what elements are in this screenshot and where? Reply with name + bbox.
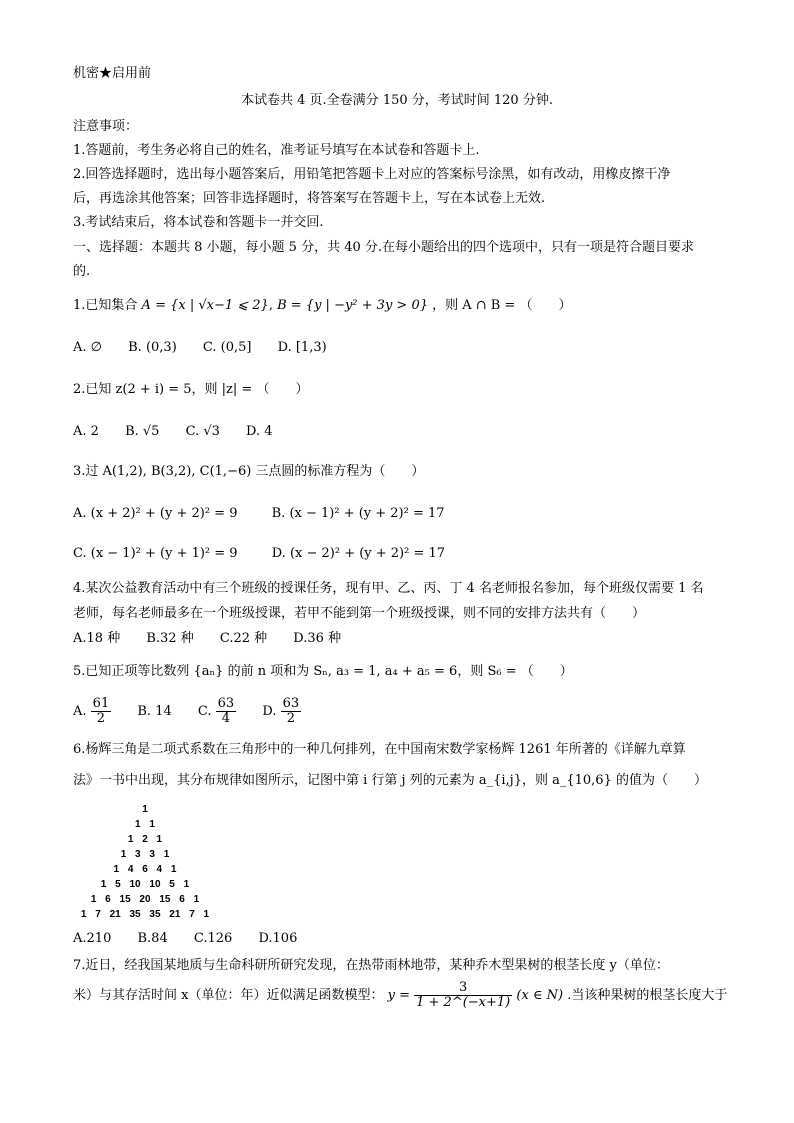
question-2-stem: 2.已知 z(2 + i) = 5，则 |z| = （ ） xyxy=(73,382,309,397)
exam-info: 本试卷共 4 页.全卷满分 150 分，考试时间 120 分钟. xyxy=(241,93,553,108)
option-d: D. [1,3) xyxy=(277,340,327,355)
option-d: D.36 种 xyxy=(293,631,342,646)
set-b: B = {y | −y² + 3y > 0} xyxy=(277,298,428,313)
question-7-stem: 7.近日，经我国某地质与生命科研所研究发现，在热带雨林地带，某种乔木型果树的根茎长度 y（单位： xyxy=(73,958,669,973)
option-a: A. 2 xyxy=(73,424,99,439)
notice-title: 注意事项： xyxy=(73,119,139,134)
option-d: D. (x − 2)² + (y + 2)² = 17 xyxy=(271,546,446,561)
option-a: A. (x + 2)² + (y + 2)² = 9 xyxy=(73,506,238,521)
model-domain: (x ∈ N) xyxy=(516,988,564,1003)
question-5-stem: 5.已知正项等比数列 {aₙ} 的前 n 项和为 Sₙ, a₃ = 1, a₄ + a₅ = 6，则 S₆ = （ ） xyxy=(73,664,573,679)
option-label: D. xyxy=(262,704,277,719)
notice-item: 2.回答选择题时，选出每小题答案后，用铅笔把答题卡上对应的答案标号涂黑，如有改动，用橡皮擦干净 xyxy=(73,167,671,182)
fraction xyxy=(216,697,237,726)
option-d: D.106 xyxy=(258,931,298,946)
option-label: B. xyxy=(137,704,152,719)
question-3-options-row2 xyxy=(73,546,467,562)
model-lhs: y = xyxy=(387,988,410,1003)
stem-text: 米）与其存活时间 x（单位：年）近似满足函数模型： xyxy=(73,988,384,1003)
question-3-options-row1 xyxy=(73,506,467,522)
triangle-row: 1 4 6 4 1 xyxy=(113,864,177,875)
denominator: 1 + 2^(−x+1) xyxy=(416,995,511,1010)
option-b: B. (0,3) xyxy=(128,340,177,355)
question-7-stem-cont xyxy=(73,978,727,1014)
option-c: C. (0,5] xyxy=(202,340,252,355)
question-5-options xyxy=(73,694,323,730)
denominator: 2 xyxy=(96,711,106,726)
yanghui-triangle-figure xyxy=(70,800,230,922)
question-number: 1.已知集合 xyxy=(73,298,138,313)
notice-item: 后，再选涂其他答案；回答非选择题时，将答案写在答题卡上，写在本试卷上无效. xyxy=(73,191,546,206)
triangle-row: 1 xyxy=(142,804,148,815)
model-fraction xyxy=(414,981,512,1010)
question-1-stem: 1.已知集合 A = {x | √x−1 ⩽ 2}, B = {y | −y² + 3y > 0} ，则 A ∩ B = （ ） xyxy=(73,298,572,313)
numerator: 61 xyxy=(92,696,110,711)
option-label: A. xyxy=(73,704,87,719)
option-d xyxy=(262,694,301,730)
option-c: C.22 种 xyxy=(219,631,268,646)
question-6-stem-cont: 法》一书中出现，其分布规律如图所示，记图中第 i 行第 j 列的元素为 a_{i,j}，则 a_{10,6} 的值为（ ） xyxy=(73,773,707,788)
option-d: D. 4 xyxy=(246,424,273,439)
confidential-mark: 机密★启用前 xyxy=(73,66,152,81)
numerator: 63 xyxy=(217,696,235,711)
numerator: 63 xyxy=(282,696,300,711)
question-4-options xyxy=(73,631,363,647)
option-b xyxy=(137,694,171,730)
fraction xyxy=(281,697,302,726)
triangle-row: 1 2 1 xyxy=(127,834,163,845)
section-heading-cont: 的. xyxy=(73,264,91,279)
section-heading: 一、选择题：本题共 8 小题，每小题 5 分，共 40 分.在每小题给出的四个选项中，只有一项是符合题目要求 xyxy=(73,240,695,255)
option-c: C.126 xyxy=(193,931,233,946)
question-6-stem: 6.杨辉三角是二项式系数在三角形中的一种几何排列，在中国南宋数学家杨辉 1261 年所著的《详解九章算 xyxy=(73,742,686,757)
question-6-options xyxy=(73,931,319,947)
option-a: A. ∅ xyxy=(73,340,102,355)
option-b: B.84 xyxy=(137,931,168,946)
option-c: C. √3 xyxy=(185,424,220,439)
triangle-row: 1 6 15 20 15 6 1 xyxy=(90,894,200,905)
option-b: B. (x − 1)² + (y + 2)² = 17 xyxy=(271,506,445,521)
question-2-options xyxy=(73,424,295,440)
question-4-stem-cont: 老师，每名老师最多在一个班级授课，若甲不能到第一个班级授课，则不同的安排方法共有（ ） xyxy=(73,606,646,621)
notice-item: 3.考试结束后，将本试卷和答题卡一并交回. xyxy=(73,215,324,230)
question-4-stem: 4.某次公益教育活动中有三个班级的授课任务，现有甲、乙、丙、丁 4 名老师报名参加，每个班级仅需要 1 名 xyxy=(73,581,704,596)
option-b: B.32 种 xyxy=(146,631,194,646)
triangle-row: 1 5 10 10 5 1 xyxy=(100,879,190,890)
option-a xyxy=(73,694,111,730)
option-c: C. (x − 1)² + (y + 1)² = 9 xyxy=(73,546,238,561)
stem-text: .当该种果树的根茎长度大于 xyxy=(567,988,728,1003)
set-a: A = {x | √x−1 ⩽ 2} xyxy=(141,298,269,313)
question-1-options xyxy=(73,340,349,356)
triangle-row: 1 3 3 1 xyxy=(120,849,170,860)
denominator: 2 xyxy=(286,711,295,726)
numerator: 3 xyxy=(414,981,512,996)
notice-item: 1.答题前，考生务必将自己的姓名，准考证号填写在本试卷和答题卡上. xyxy=(73,143,480,158)
option-label: C. xyxy=(197,704,212,719)
triangle-row: 1 1 xyxy=(135,819,155,830)
option-c xyxy=(198,694,236,730)
denominator: 4 xyxy=(221,711,231,726)
option-b: B. √5 xyxy=(125,424,160,439)
option-a: A.18 种 xyxy=(73,631,121,646)
triangle-row: 1 7 21 35 35 21 7 1 xyxy=(80,909,210,920)
option-a: A.210 xyxy=(73,931,112,946)
question-tail: ，则 A ∩ B = （ ） xyxy=(432,298,572,313)
option-value: 14 xyxy=(155,704,172,719)
fraction xyxy=(91,697,112,726)
question-3-stem: 3.过 A(1,2), B(3,2), C(1,−6) 三点圆的标准方程为（ ） xyxy=(73,464,425,479)
